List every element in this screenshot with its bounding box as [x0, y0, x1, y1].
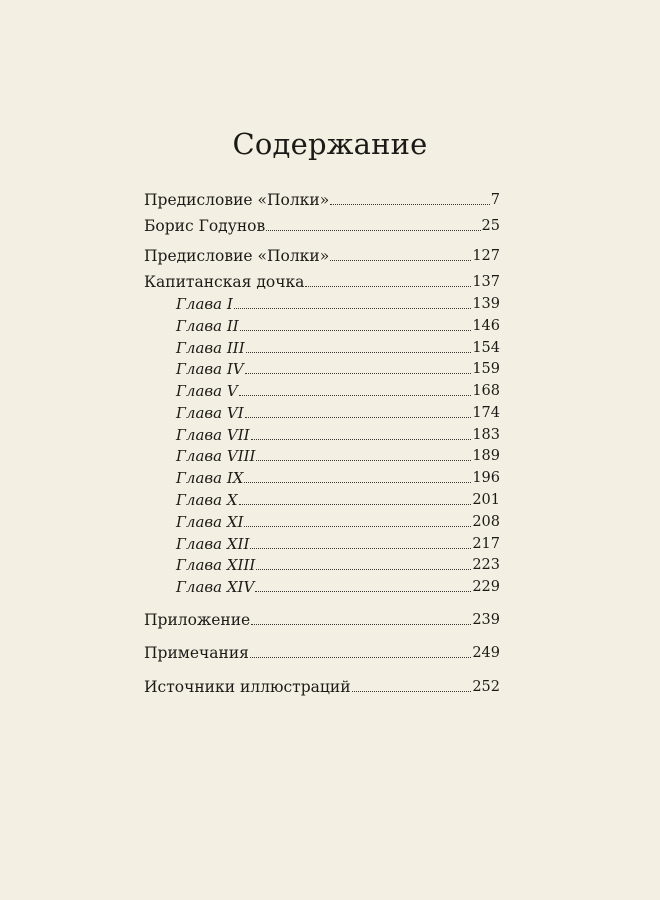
toc-entry-label: Глава X [176, 491, 238, 509]
toc-entry-illustration-sources [144, 677, 500, 697]
dot-leader [256, 460, 471, 461]
toc-entry-label: Глава VII [176, 426, 250, 444]
toc-entry-page: 217 [472, 536, 500, 552]
toc-entry-preface-2 [144, 246, 500, 266]
toc-chapter-12 [176, 534, 500, 554]
toc-entry-page: 183 [472, 427, 500, 443]
toc-chapter-4 [176, 359, 500, 379]
toc-chapter-3 [176, 338, 500, 358]
toc-entry-page: 249 [472, 645, 500, 661]
dot-leader [251, 439, 472, 440]
dot-leader [330, 204, 490, 205]
toc-entry-label: Глава VI [176, 404, 244, 422]
toc-entry-label: Приложение [144, 611, 251, 629]
dot-leader [250, 657, 471, 658]
toc-entry-page: 139 [472, 296, 500, 312]
toc-chapter-14 [176, 577, 500, 597]
toc-entry-appendix [144, 610, 500, 630]
dot-leader [256, 569, 471, 570]
toc-chapter-6 [176, 403, 500, 423]
dot-leader [305, 286, 471, 287]
dot-leader [246, 352, 472, 353]
toc-chapter-2 [176, 316, 500, 336]
toc-entry-label: Глава XIII [176, 556, 256, 574]
dot-leader [239, 395, 472, 396]
toc-entry-label: Глава XI [176, 513, 244, 531]
dot-leader [250, 548, 471, 549]
toc-entry-label: Источники иллюстраций [144, 678, 351, 696]
toc-chapter-13 [176, 555, 500, 575]
toc-entry-page: 239 [472, 612, 500, 628]
toc-entry-label: Глава III [176, 339, 245, 357]
toc-entry-page: 137 [472, 274, 500, 290]
dot-leader [234, 308, 472, 309]
toc-entry-label: Глава XIV [176, 578, 255, 596]
toc-entry-kapitanskaya-dochka [144, 272, 500, 292]
dot-leader [244, 526, 471, 527]
toc-entry-page: 146 [472, 318, 500, 334]
dot-leader [245, 417, 472, 418]
toc-entry-page: 189 [472, 448, 500, 464]
toc-entry-page: 208 [472, 514, 500, 530]
toc-entry-notes [144, 643, 500, 663]
toc-chapter-5 [176, 381, 500, 401]
toc-entry-page: 154 [472, 340, 500, 356]
toc-entry-boris-godunov [144, 216, 500, 236]
toc-entry-label: Глава IX [176, 469, 244, 487]
toc-entry-label: Примечания [144, 644, 249, 662]
toc-entry-label: Глава V [176, 382, 238, 400]
toc-entry-page: 201 [472, 492, 500, 508]
dot-leader [240, 330, 472, 331]
toc-entry-page: 252 [472, 679, 500, 695]
dot-leader [330, 260, 471, 261]
toc-entry-label: Предисловие «Полки» [144, 247, 330, 265]
toc-entry-label: Глава IV [176, 360, 244, 378]
toc-chapter-10 [176, 490, 500, 510]
toc-entry-page: 7 [490, 192, 500, 208]
toc-entry-label: Глава VIII [176, 447, 256, 465]
dot-leader [245, 373, 472, 374]
toc-entry-label: Глава I [176, 295, 233, 313]
toc-entry-page: 229 [472, 579, 500, 595]
toc-entry-page: 174 [472, 405, 500, 421]
dot-leader [255, 591, 471, 592]
dot-leader [266, 230, 480, 231]
dot-leader [251, 624, 471, 625]
toc-chapter-8 [176, 446, 500, 466]
toc-entry-page: 159 [472, 361, 500, 377]
toc-chapter-11 [176, 512, 500, 532]
toc-entry-label: Глава II [176, 317, 239, 335]
toc-entry-label: Глава XII [176, 535, 250, 553]
toc-chapter-7 [176, 425, 500, 445]
toc-chapter-9 [176, 468, 500, 488]
page-title: Содержание [232, 127, 428, 162]
dot-leader [352, 691, 472, 692]
toc-entry-label: Капитанская дочка [144, 273, 305, 291]
toc-entry-page: 168 [472, 383, 500, 399]
toc-chapter-1 [176, 294, 500, 314]
toc-entry-page: 127 [472, 248, 500, 264]
toc-entry-label: Предисловие «Полки» [144, 191, 330, 209]
toc-entry-page: 25 [481, 218, 500, 234]
dot-leader [244, 482, 471, 483]
toc-entry-label: Борис Годунов [144, 217, 266, 235]
dot-leader [239, 504, 472, 505]
toc-entry-page: 223 [472, 557, 500, 573]
toc-entry-preface-1 [144, 190, 500, 210]
toc-entry-page: 196 [472, 470, 500, 486]
